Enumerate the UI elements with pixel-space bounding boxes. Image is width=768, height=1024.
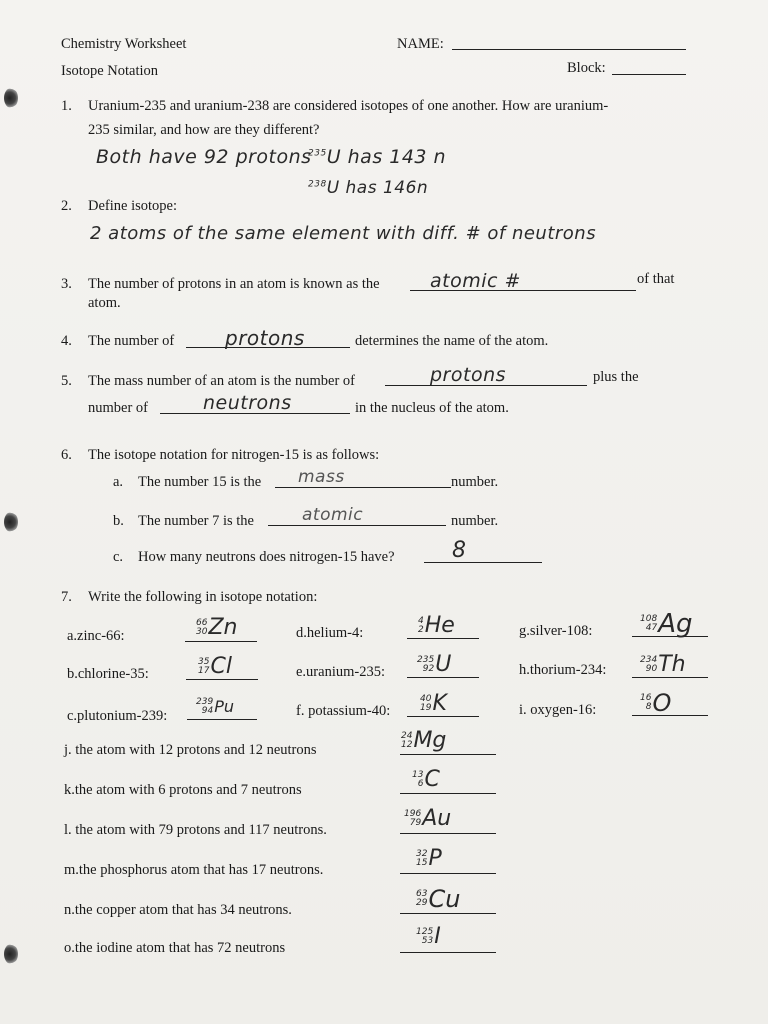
q7m-symbol: P [428,846,442,871]
q6c-label: c. [113,549,124,565]
q7k-blank[interactable] [400,793,496,794]
q5-number: 5. [61,373,72,389]
q1-u235-mass: 235 [308,148,327,159]
q7g-label: g.silver-108: [519,623,593,639]
q6-number: 6. [61,447,72,463]
q7e-answer [417,654,451,676]
q7f-label: f. potassium-40: [296,703,391,719]
q7k-symbol: C [424,767,440,792]
q5-line2-after: in the nucleus of the atom. [355,400,509,416]
q4-text-before: The number of [88,333,175,349]
q1-answer-protons: Both have 92 protons [96,146,312,168]
q6a-blank[interactable] [275,487,451,488]
q7l-mass: 196 [404,809,422,819]
q7m-mass: 32 [416,849,428,859]
q4-answer: protons [225,326,305,350]
q7n-label: n.the copper atom that has 34 neutrons. [64,902,292,918]
q6b-answer: atomic [302,505,364,525]
q2-text: Define isotope: [88,198,177,214]
q7j-mass: 24 [401,731,413,741]
q7f-mass: 40 [420,694,432,704]
block-label: Block: [567,60,606,76]
q7a-answer [196,617,237,639]
q7e-blank[interactable] [407,677,479,678]
q1-u238-mass: 238 [308,179,327,190]
q7e-mass: 235 [417,655,435,665]
q7h-label: h.thorium-234: [519,662,607,678]
q6c-answer: 8 [452,538,467,563]
punch-hole-bottom [4,944,18,964]
q2-answer: 2 atoms of the same element with diff. # of neutrons [90,223,597,244]
q7i-answer [640,689,672,717]
q7j-answer [401,730,446,752]
q6a-text-after: number. [451,474,499,490]
q6a-answer: mass [298,467,345,487]
q3-text-line2: atom. [88,295,121,311]
q7k-atomic: 6 [417,779,424,789]
q7k-label: k.the atom with 6 protons and 7 neutrons [64,782,302,798]
q3-text-after: of that [637,271,675,287]
q7f-blank[interactable] [407,716,479,717]
q7c-symbol: Pu [214,697,234,716]
q7o-symbol: I [434,924,441,949]
q6-text: The isotope notation for nitrogen-15 is as follows: [88,447,380,463]
q7o-blank[interactable] [400,952,496,953]
q7m-atomic: 15 [416,858,428,868]
q7d-mass: 4 [418,616,424,626]
q5-text-after: plus the [593,369,639,385]
q7m-label: m.the phosphorus atom that has 17 neutrons. [64,862,324,878]
q7d-label: d.helium-4: [296,625,364,641]
q7i-symbol: O [652,689,672,717]
q7o-label: o.the iodine atom that has 72 neutrons [64,940,286,956]
q7o-answer [416,926,441,948]
q7d-symbol: He [424,613,455,638]
worksheet-title: Chemistry Worksheet [61,36,187,52]
q7b-answer [198,656,232,678]
q7l-answer [404,808,451,830]
q7f-answer [420,693,447,715]
q7j-symbol: Mg [413,728,447,753]
q7l-blank[interactable] [400,833,496,834]
q7j-atomic: 12 [401,740,413,750]
block-field-line[interactable] [612,74,686,75]
q7h-blank[interactable] [632,677,708,678]
q7c-label: c.plutonium-239: [67,708,168,724]
q7e-label: e.uranium-235: [296,664,385,680]
q7a-blank[interactable] [185,641,257,642]
q6b-label: b. [113,513,124,529]
q7l-atomic: 79 [409,818,422,828]
q7i-mass: 16 [640,693,652,703]
q7e-symbol: U [435,652,452,677]
name-label: NAME: [397,36,444,52]
q7d-atomic: 2 [418,625,424,635]
q7b-blank[interactable] [186,679,258,680]
q7n-answer [416,885,461,913]
q1-answer-u238 [308,178,428,198]
q7f-atomic: 19 [420,703,432,713]
q5-text-before: The mass number of an atom is the number of [88,373,355,389]
worksheet-subtitle: Isotope Notation [61,63,159,79]
q1-answer-u235 [308,146,446,168]
q6b-text-after: number. [451,513,499,529]
q7m-blank[interactable] [400,873,496,874]
q7a-mass: 66 [196,618,208,628]
q7o-mass: 125 [416,927,434,937]
q7n-symbol: Cu [428,885,461,913]
q7c-blank[interactable] [187,719,257,720]
q3-text-before: The number of protons in an atom is known as the [88,276,380,292]
q7-text: Write the following in isotope notation: [88,589,318,605]
q6a-text-before: The number 15 is the [138,474,262,490]
q7l-label: l. the atom with 79 protons and 117 neutrons. [64,822,327,838]
q7g-symbol: Ag [658,609,693,639]
q7a-atomic: 30 [196,627,208,637]
q7-number: 7. [61,589,72,605]
q6c-text: How many neutrons does nitrogen-15 have? [138,549,395,565]
q7k-answer [412,769,440,791]
q7a-label: a.zinc-66: [67,628,125,644]
punch-hole-middle [4,512,18,532]
q7c-mass: 239 [196,697,214,707]
q1-text-line1: Uranium-235 and uranium-238 are considered isotopes of one another. How are uranium- [88,98,609,114]
q1-u235-text: U has 143 n [326,146,447,168]
q5-answer-1: protons [430,364,507,386]
q4-number: 4. [61,333,72,349]
q7g-answer [640,609,693,639]
q4-text-after: determines the name of the atom. [355,333,549,349]
q7b-mass: 35 [198,657,210,667]
q7j-blank[interactable] [400,754,496,755]
q7h-answer [640,654,686,676]
q7c-atomic: 94 [201,706,214,716]
q7h-atomic: 90 [645,664,658,674]
q7f-symbol: K [432,691,447,716]
q7b-atomic: 17 [198,666,210,676]
q7j-label: j. the atom with 12 protons and 12 neutrons [64,742,317,758]
q7c-answer [196,696,234,718]
q7l-symbol: Au [422,806,452,831]
q7n-atomic: 29 [416,898,428,908]
q7o-atomic: 53 [421,936,434,946]
q6b-blank[interactable] [268,525,446,526]
q1-text-line2: 235 similar, and how are they different? [88,122,320,138]
q6a-label: a. [113,474,124,490]
q7k-mass: 13 [412,770,424,780]
name-field-line[interactable] [452,49,686,50]
q7h-mass: 234 [640,655,658,665]
q3-answer: atomic # [430,270,521,292]
q7d-answer [418,615,455,637]
q7g-mass: 108 [640,614,658,624]
q7b-label: b.chlorine-35: [67,666,149,682]
q7a-symbol: Zn [208,615,238,640]
q1-u238-text: U has 146n [326,178,429,198]
q7m-answer [416,848,442,870]
q7g-atomic: 47 [645,623,658,633]
q7i-atomic: 8 [645,702,652,712]
q7d-blank[interactable] [407,638,479,639]
q7e-atomic: 92 [422,664,435,674]
q7b-symbol: Cl [210,654,232,679]
q5-answer-2: neutrons [203,392,292,414]
q7i-label: i. oxygen-16: [519,702,597,718]
q1-number: 1. [61,98,72,114]
punch-hole-top [4,88,18,108]
q5-line2-before: number of [88,400,148,416]
q2-number: 2. [61,198,72,214]
q7n-mass: 63 [416,889,428,899]
q3-number: 3. [61,276,72,292]
q7h-symbol: Th [658,652,686,677]
q7n-blank[interactable] [400,913,496,914]
q6b-text-before: The number 7 is the [138,513,254,529]
q6c-blank[interactable] [424,562,542,563]
